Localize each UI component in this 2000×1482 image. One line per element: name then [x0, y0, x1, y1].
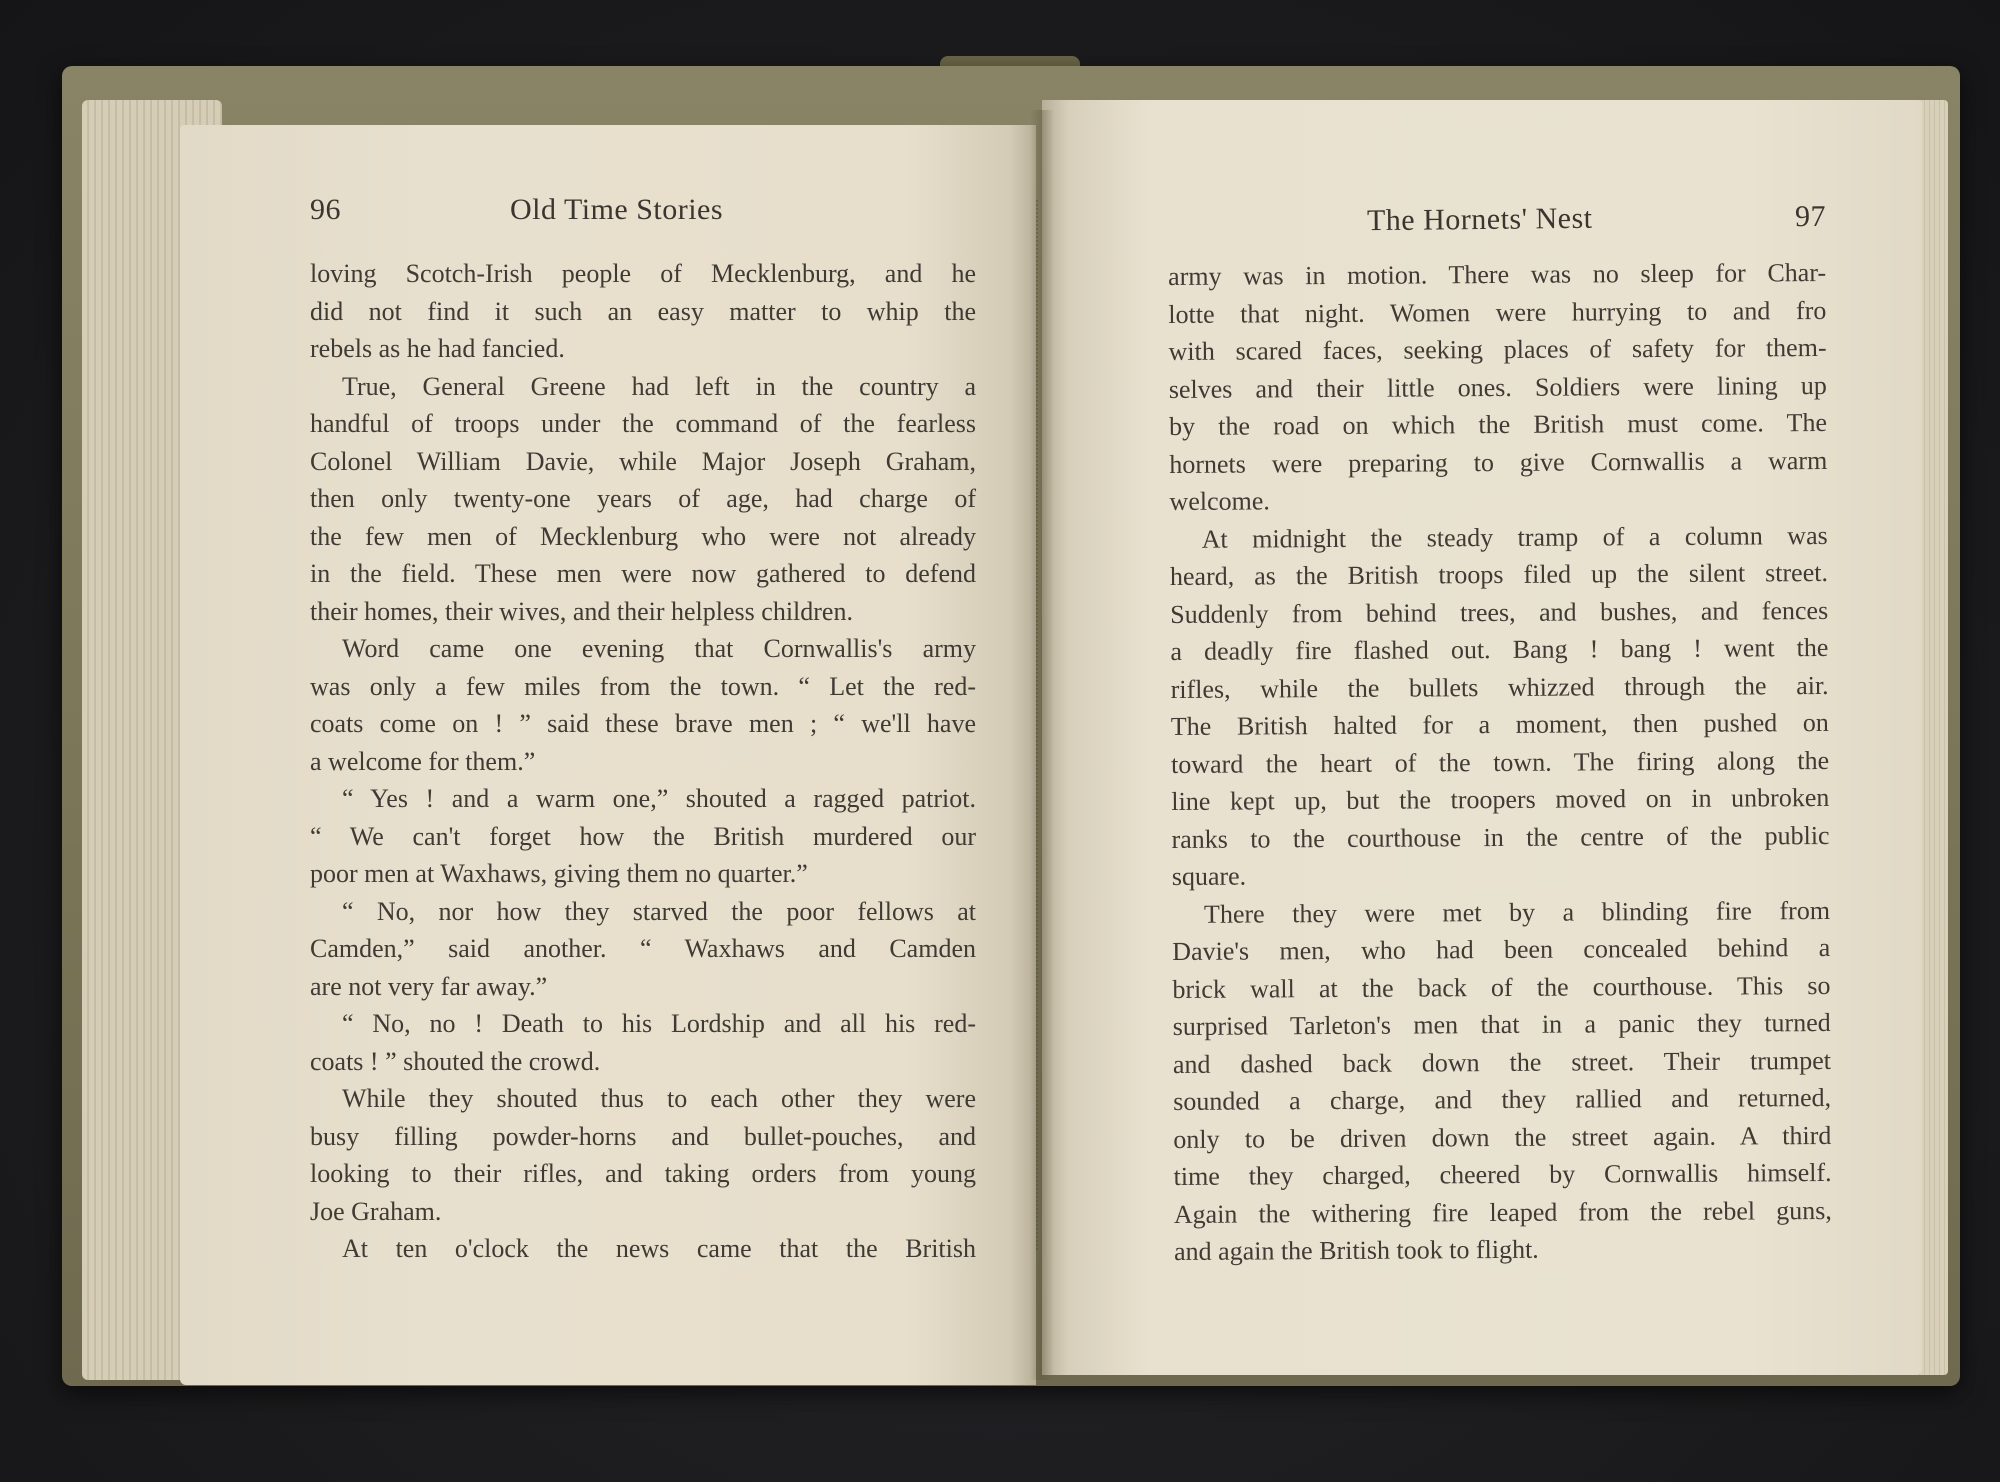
text-line: then only twenty-one years of age, had charge of — [310, 484, 976, 513]
text-line: handful of troops under the command of the fearless — [310, 409, 976, 438]
text-line: rebels as he had fancied. — [310, 334, 565, 363]
text-line: selves and their little ones. Soldiers were lining up — [1168, 370, 1827, 404]
left-page-number: 96 — [310, 193, 341, 226]
text-line: surprised Tarleton's men that in a panic they turned — [1172, 1007, 1831, 1041]
text-line: ranks to the courthouse in the centre of the public — [1171, 820, 1830, 854]
text-line: with scared faces, seeking places of safety for them- — [1168, 332, 1827, 366]
text-line: rifles, while the bullets whizzed through the air. — [1170, 670, 1829, 704]
text-line: heard, as the British troops filed up the silent street. — [1169, 557, 1829, 591]
text-line: “ No, no ! Death to his Lordship and all his red- — [342, 1009, 976, 1038]
text-line: Word came one evening that Cornwallis's army — [342, 634, 976, 663]
text-line: “ No, nor how they starved the poor fellows at — [342, 896, 976, 926]
text-line: toward the heart of the town. The firing along the — [1171, 745, 1830, 779]
text-line: The British halted for a moment, then pushed on — [1170, 707, 1829, 741]
right-page-number: 97 — [1794, 199, 1827, 234]
text-line: was only a few miles from the town. “ Let the red- — [310, 671, 976, 701]
text-line: poor men at Waxhaws, giving them no quarter.” — [310, 859, 808, 888]
text-line: line kept up, but the troopers moved on in unbroken — [1171, 782, 1830, 816]
text-line: brick wall at the back of the courthouse. This so — [1172, 970, 1831, 1004]
text-line: welcome. — [1169, 486, 1270, 516]
text-line: While they shouted thus to each other they were — [342, 1084, 976, 1113]
text-line: are not very far away.” — [310, 971, 548, 1001]
text-line: army was in motion. There was no sleep for Char- — [1168, 257, 1827, 291]
text-line: lotte that night. Women were hurrying to and fro — [1168, 295, 1827, 329]
text-line: “ We can't forget how the British murdered our — [310, 821, 976, 851]
text-line: looking to their rifles, and taking orders from young — [310, 1159, 976, 1188]
text-line: loving Scotch-Irish people of Mecklenburg, and he — [310, 259, 976, 288]
right-page-body — [1168, 254, 1832, 1271]
binding-stitches — [1036, 200, 1048, 1250]
text-line: “ Yes ! and a warm one,” shouted a ragged patriot. — [342, 784, 976, 813]
text-line: Davie's men, who had been concealed behind a — [1172, 932, 1831, 966]
text-line: hornets were preparing to give Cornwallis a warm — [1169, 445, 1828, 479]
text-line: There they were met by a blinding fire from — [1203, 895, 1831, 929]
text-line: coats come on ! ” said these brave men ; “ we'll have — [310, 709, 976, 738]
text-line: At ten o'clock the news came that the British — [342, 1234, 976, 1263]
text-line: the few men of Mecklenburg who were not already — [310, 521, 976, 551]
text-line: did not find it such an easy matter to whip the — [310, 296, 976, 326]
text-line: sounded a charge, and they rallied and returned, — [1173, 1082, 1832, 1116]
left-running-head: Old Time Stories — [510, 193, 724, 226]
text-line: Again the withering fire leaped from the rebel guns, — [1173, 1195, 1832, 1229]
text-line: True, General Greene had left in the country a — [342, 371, 976, 401]
text-line: Colonel William Davie, while Major Joseph Graham, — [310, 446, 976, 476]
right-running-head: The Hornets' Nest — [1366, 201, 1593, 238]
text-line: a welcome for them.” — [310, 746, 536, 776]
text-line: a deadly fire flashed out. Bang ! bang ! went the — [1170, 632, 1829, 666]
text-line: only to be driven down the street again. A third — [1173, 1120, 1832, 1154]
text-line: and again the British took to flight. — [1173, 1234, 1539, 1266]
text-line: busy filling powder-horns and bullet-pouches, and — [310, 1121, 976, 1151]
text-line: At midnight the steady tramp of a column was — [1201, 520, 1828, 554]
text-line: square. — [1171, 861, 1247, 891]
text-line: in the field. These men were now gathered to defend — [310, 559, 976, 588]
text-line: time they charged, cheered by Cornwallis himself. — [1173, 1157, 1832, 1191]
text-line: coats ! ” shouted the crowd. — [310, 1046, 601, 1076]
text-line: their homes, their wives, and their helpless children. — [310, 596, 853, 626]
text-line: Camden,” said another. “ Waxhaws and Camden — [310, 934, 976, 963]
text-line: and dashed back down the street. Their trumpet — [1172, 1045, 1831, 1079]
text-line: Suddenly from behind trees, and bushes, and fences — [1170, 595, 1829, 629]
text-line: by the road on which the British must come. The — [1168, 407, 1828, 441]
left-page-body — [310, 255, 976, 1268]
text-line: Joe Graham. — [310, 1196, 442, 1226]
